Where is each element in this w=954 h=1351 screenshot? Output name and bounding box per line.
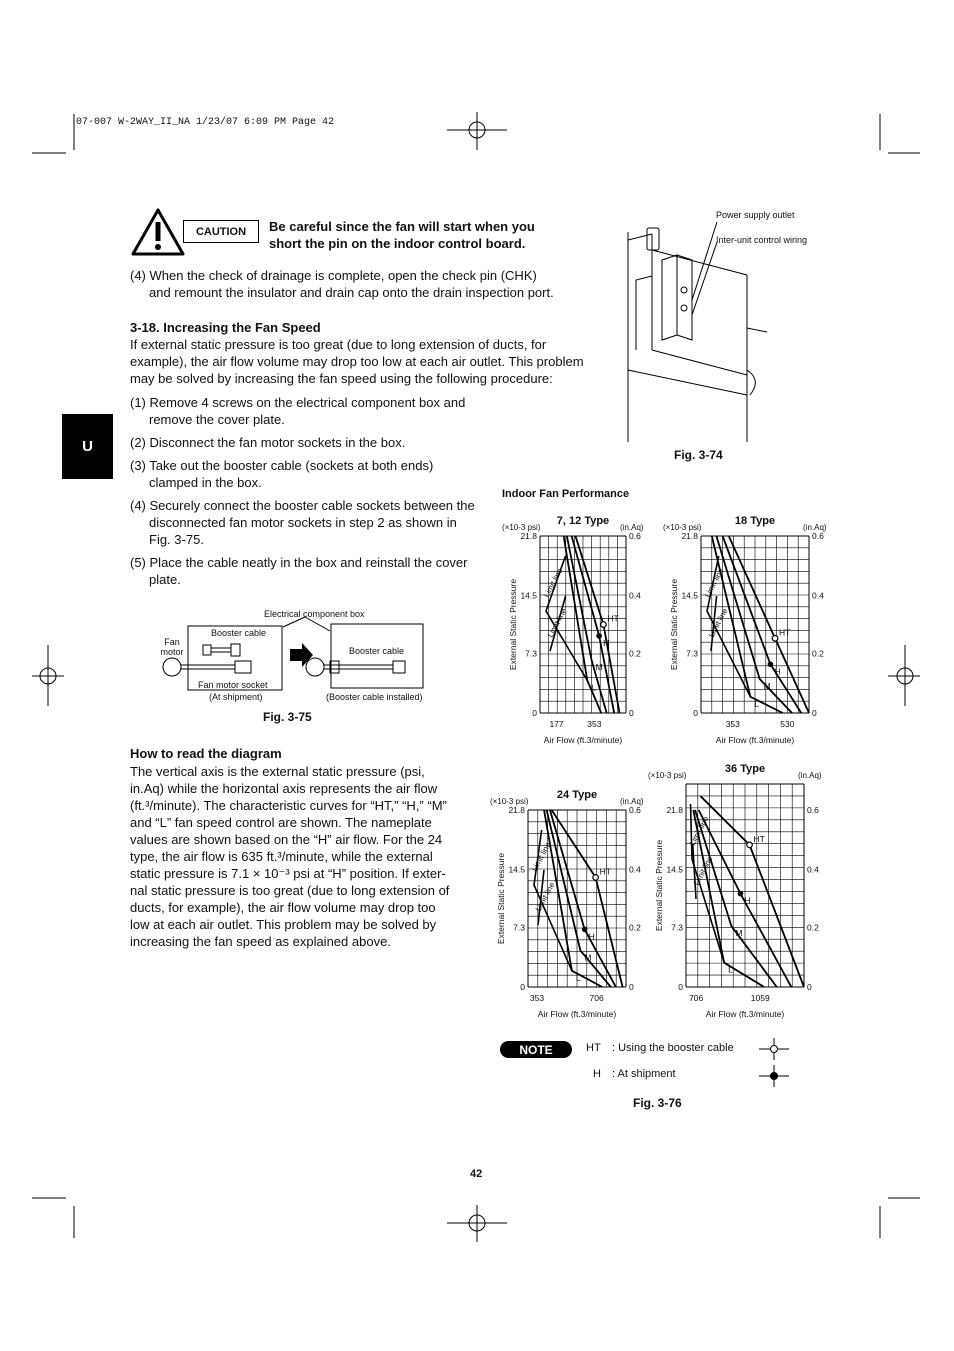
how-to-read-text: The vertical axis is the external static pressure (psi, in.Aq) while the horizontal axis represents the air flow (ft.³/minute). The characteristic curves for “HT,” “H,” “M” and “L” fan speed control are shown. The nameplate values are shown based on the “H” air flow. For the 24 type, the air flow is 635 ft.³/minute, while the external static pressure is 7.1 × 10⁻³ psi at “H” position. If exter- nal static pressure is too great (due to long extension of ducts, for example), the air flow volume may drop too low at each air outlet. This problem may be solved by increasing the fan speed as explained above. [130,764,450,949]
limit-line-label: Limit line [691,854,715,887]
limit-line-label: Limit line [529,840,553,873]
chart-title: 7, 12 Type [556,515,610,527]
series-label-h: H [744,895,751,906]
section-heading: 3-18. Increasing the Fan Speed [130,320,321,335]
series-label-ht: HT [607,613,619,624]
step-4: (4) Securely connect the booster cable sockets between the disconnected fan motor sockets in step 2 as shown in Fig. 3-75. [130,498,475,547]
x-axis-label: Air Flow (ft.3/minute) [715,735,795,745]
h-point [738,891,744,897]
chart-title: 24 Type [556,789,598,801]
section-tab: U [62,414,113,479]
series-label-m: M [584,952,592,963]
x-tick: 706 [689,993,704,1003]
note-ht-text: : Using the booster cable [612,1042,734,1054]
x-tick: 706 [589,993,604,1003]
step-2: (2) Disconnect the fan motor sockets in the box. [130,435,406,450]
y-axis-label: External Static Pressure [654,839,664,932]
x-tick: 353 [587,719,602,729]
caution-text: Be careful since the fan will start when you short the pin on the indoor control board. [269,219,535,251]
label-installed: (Booster cable installed) [326,692,423,702]
y-tick-right: 0.4 [807,864,819,875]
y-unit-left: (×10-3 psi) [663,523,702,532]
series-label-l: L [754,698,760,709]
series-label-l: L [728,964,733,975]
limit-line-label: Limit line [687,814,711,847]
label-power-supply: Power supply outlet [716,210,795,220]
section-intro: If external static pressure is too great (due to long extension of ducts, for example), the air flow volume may drop too low at each air outlet. This problem may be solved by increasing the fan speed using the following procedure: [130,337,584,386]
y-tick-left: 21.8 [666,804,683,815]
series-label-ht: HT [599,866,611,877]
label-at-shipment: (At shipment) [209,692,263,702]
x-tick: 1059 [750,993,770,1003]
series-label-h: H [588,931,595,942]
y-tick-right: 0 [629,982,634,992]
series-label-l: L [591,682,597,693]
y-unit-left: (×10-3 psi) [648,771,687,780]
y-unit-right: (in.Aq) [803,523,827,532]
label-fan-motor-socket: Fan motor socket [198,680,268,690]
note-ht-key: HT [586,1042,601,1054]
ht-point [593,875,599,881]
page-number: 42 [470,1168,483,1180]
series-label-m: M [735,928,743,939]
x-axis-label: Air Flow (ft.3/minute) [537,1009,617,1019]
y-unit-right: (in.Aq) [620,797,644,806]
note-h-text: : At shipment [612,1068,676,1080]
y-tick-left: 14.5 [508,864,525,875]
label-fan-motor: Fan motor [160,637,184,657]
y-tick-right: 0.4 [812,590,824,601]
y-unit-right: (in.Aq) [620,523,644,532]
limit-line-label: Limit line [706,606,730,639]
limit-line-label: Limit line [545,606,569,639]
series-h-line [723,536,802,713]
x-tick: 353 [529,993,545,1003]
fig76-caption: Fig. 3-76 [633,1096,682,1110]
y-tick-right: 0.2 [812,648,824,659]
label-inter-unit: Inter-unit control wiring [716,235,808,245]
y-tick-left: 7.3 [513,922,525,933]
print-header: 07-007 W-2WAY_II_NA 1/23/07 6:09 PM Page 42 [76,117,335,128]
y-tick-left: 0 [678,982,683,992]
y-tick-left: 14.5 [666,864,683,875]
ht-point [772,636,778,642]
series-ht-line [575,536,619,713]
chart-title: 36 Type [724,763,766,775]
chart-title: 18 Type [734,515,776,527]
y-tick-left: 0 [532,708,537,718]
h-point [582,927,588,933]
y-tick-left: 21.8 [681,531,698,541]
limit-line-label: Limit line [702,566,726,599]
fig74-caption: Fig. 3-74 [674,448,723,462]
y-tick-right: 0.6 [629,531,641,541]
series-m-line [716,536,792,713]
x-tick: 177 [549,719,564,729]
label-component-box: Electrical component box [264,609,365,619]
ht-point [601,622,607,628]
fig75-caption: Fig. 3-75 [263,710,312,724]
ht-point [747,842,753,848]
series-label-h: H [774,666,781,677]
y-tick-left: 0 [520,982,525,992]
chart-4 [686,784,804,987]
x-tick: 353 [725,719,740,729]
h-point [768,661,774,667]
y-tick-right: 0 [812,708,817,718]
series-label-l: L [575,972,581,983]
series-label-m: M [763,680,771,691]
label-booster-right: Booster cable [349,646,405,656]
y-tick-right: 0 [807,982,812,992]
y-unit-left: (×10-3 psi) [502,523,541,532]
y-axis-label: External Static Pressure [508,578,518,671]
series-label-ht: HT [779,627,791,638]
label-booster-left: Booster cable [211,628,267,638]
y-unit-right: (in.Aq) [798,771,822,780]
series-label-h: H [603,637,610,648]
y-tick-left: 14.5 [520,590,537,601]
y-tick-right: 0.6 [812,531,824,541]
y-tick-left: 7.3 [671,922,683,933]
y-tick-left: 7.3 [686,648,698,659]
step-3: (3) Take out the booster cable (sockets at both ends) clamped in the box. [130,458,434,490]
y-tick-right: 0.6 [807,804,819,815]
note-badge: NOTE [500,1041,572,1058]
h-point [596,633,602,639]
y-axis-label: External Static Pressure [496,852,506,945]
legend-symbols [755,1036,795,1088]
y-tick-right: 0.6 [629,805,641,815]
y-tick-right: 0.2 [807,922,819,933]
x-axis-label: Air Flow (ft.3/minute) [705,1009,785,1019]
y-tick-right: 0.2 [629,922,641,933]
y-tick-left: 14.5 [681,590,698,601]
fig76-title: Indoor Fan Performance [502,488,630,500]
step-1: (1) Remove 4 screws on the electrical component box and remove the cover plate. [130,395,466,427]
y-unit-left: (×10-3 psi) [490,797,529,806]
x-axis-label: Air Flow (ft.3/minute) [543,735,623,745]
limit-line-label: Limit line [541,566,565,599]
y-tick-left: 21.8 [508,805,525,815]
y-tick-right: 0 [629,708,634,718]
y-tick-left: 0 [693,708,698,718]
step-5: (5) Place the cable neatly in the box and reinstall the cover plate. [130,555,468,587]
y-tick-right: 0.2 [629,648,641,659]
drain-step: (4) When the check of drainage is complete, open the check pin (CHK) and remount the insulator and drain cap onto the drain inspection port. [130,268,554,300]
caution-badge: CAUTION [183,220,259,243]
y-tick-left: 7.3 [525,648,537,659]
x-tick: 530 [780,719,795,729]
how-to-read-heading: How to read the diagram [130,746,282,761]
y-axis-label: External Static Pressure [669,578,679,671]
y-tick-right: 0.4 [629,864,641,875]
limit-line-label: Limit line [533,880,557,913]
y-tick-left: 21.8 [520,531,537,541]
series-label-m: M [595,662,603,673]
y-tick-right: 0.4 [629,590,641,601]
note-h-key: H [593,1068,601,1080]
series-label-ht: HT [753,833,765,844]
